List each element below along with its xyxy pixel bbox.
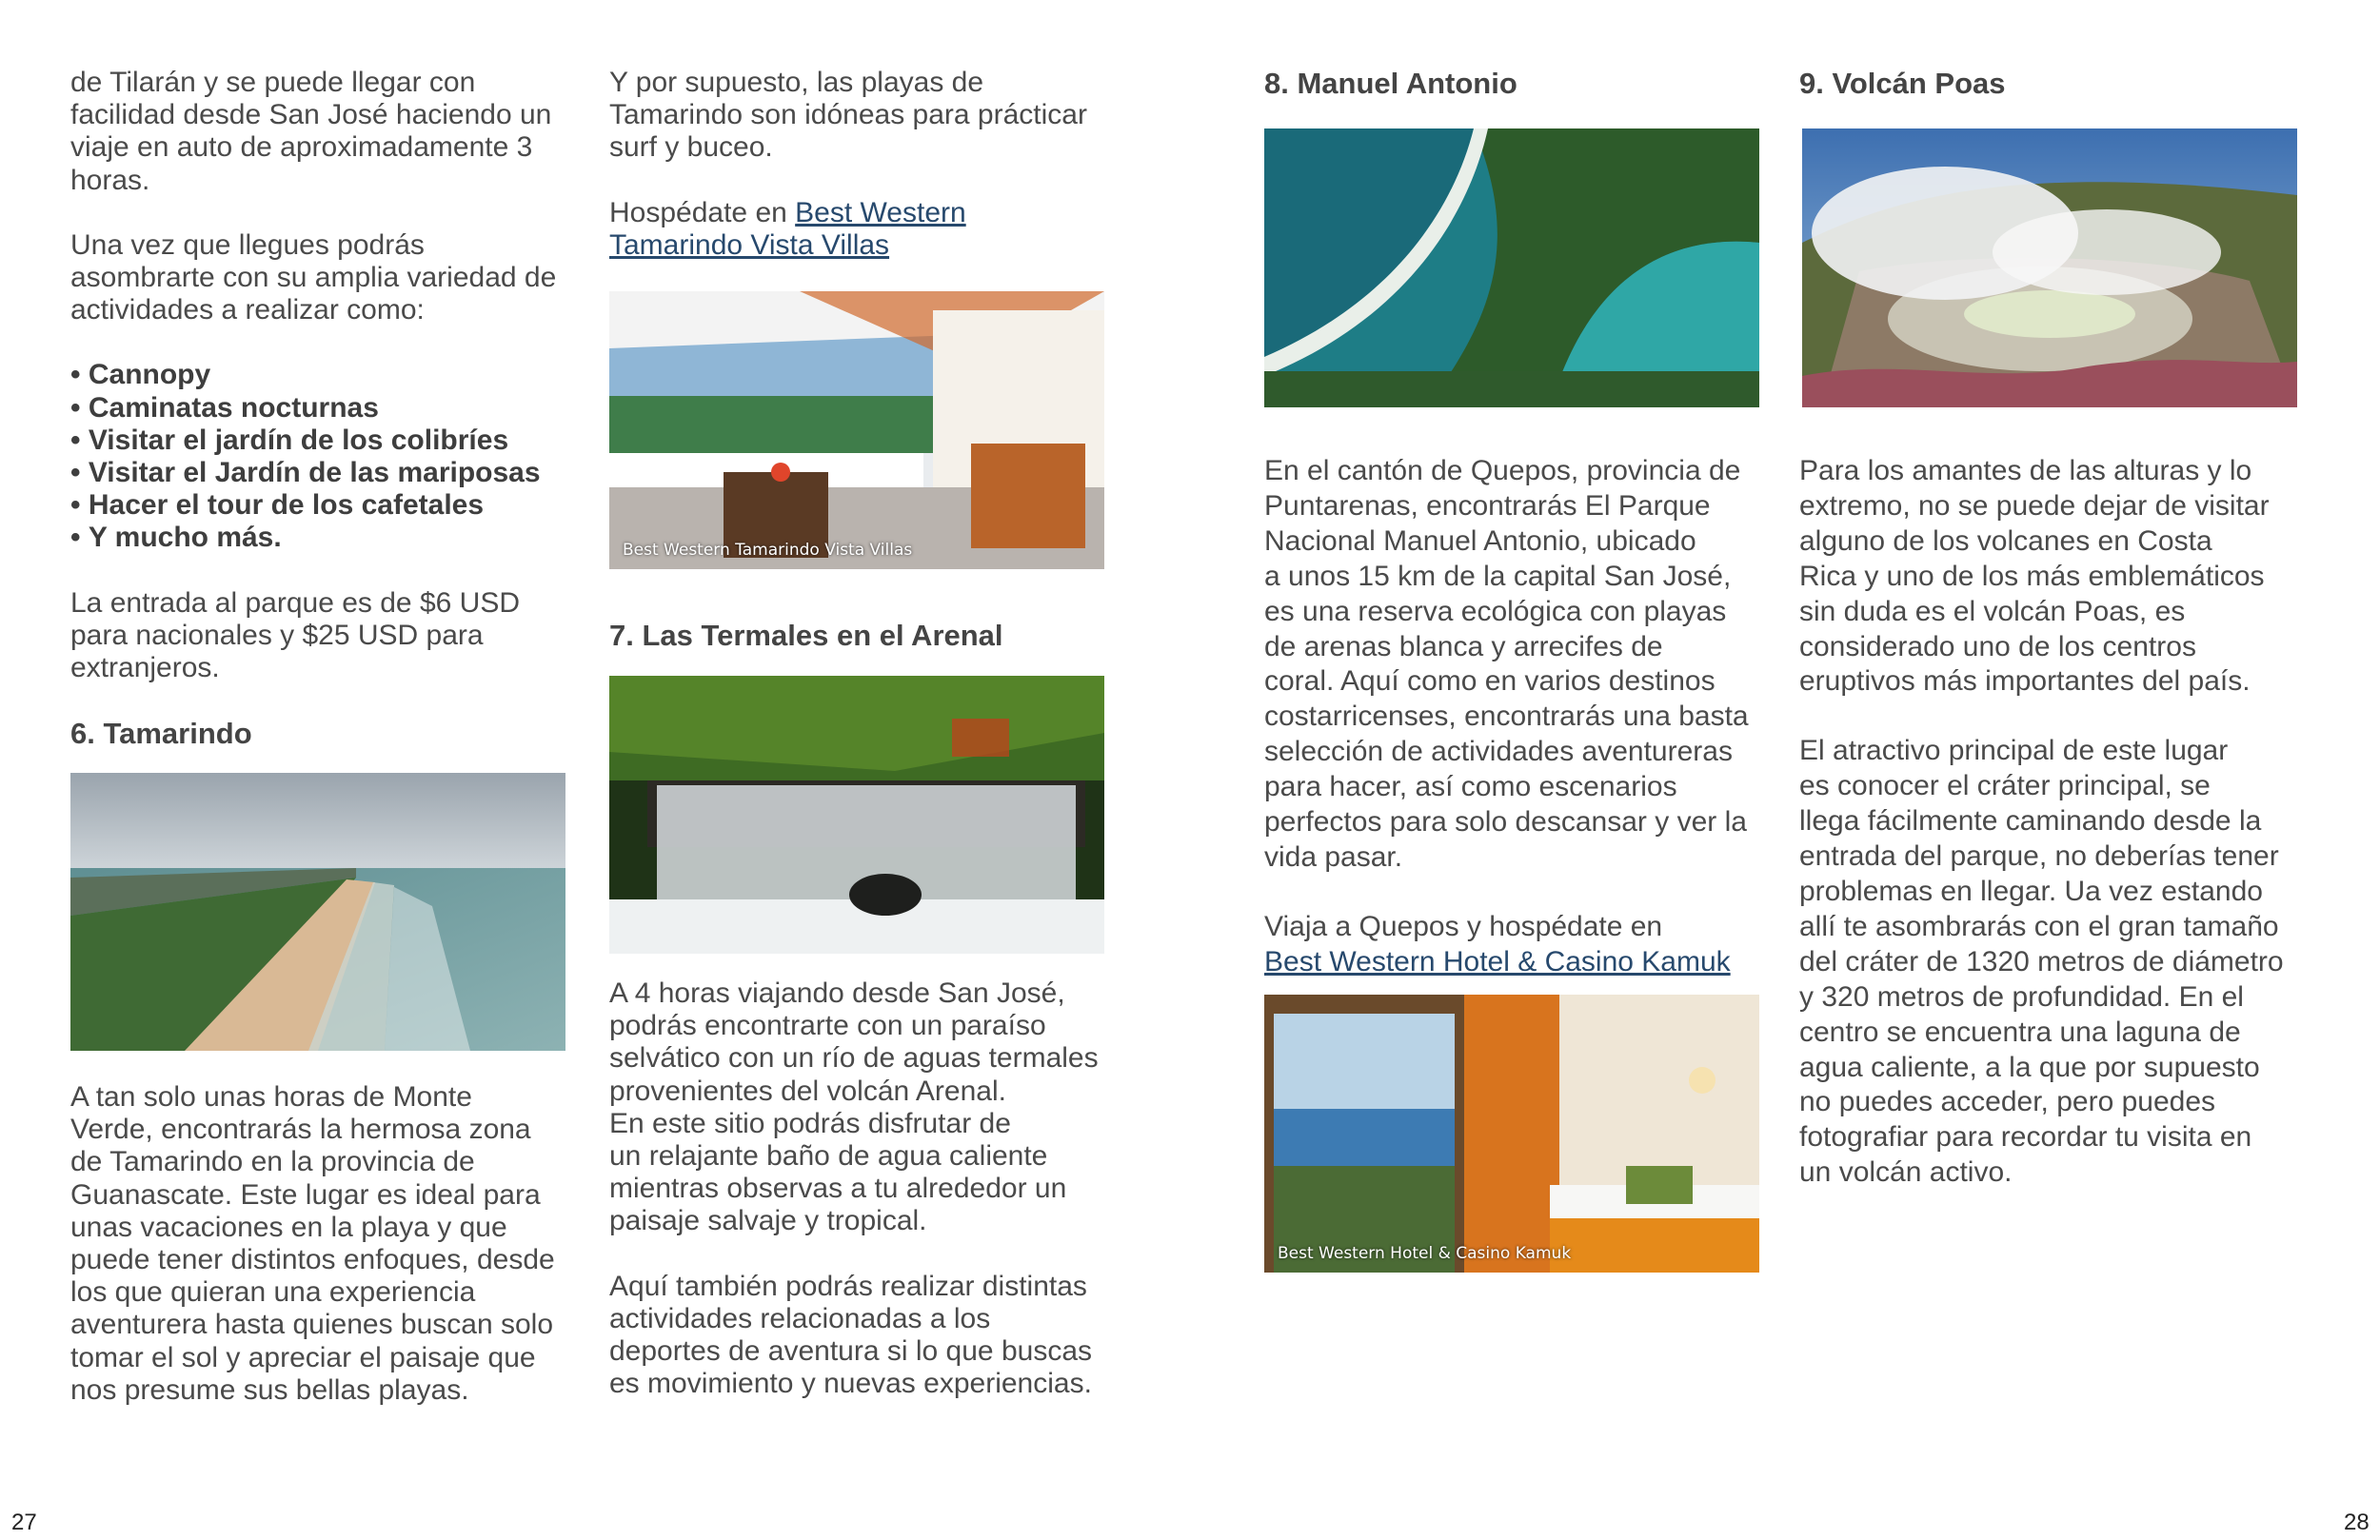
paragraph: A 4 horas viajando desde San José, podrás encontrarte con un paraíso selvático con un río de aguas termales provenientes del volcán Arenal. En este sitio podrás disfrutar de un relajante baño de agua caliente mientras observas a tu alrededor un paisaje salvaje y tropical. [609, 977, 1099, 1237]
activities-list [70, 359, 594, 554]
list-item: • Cannopy [70, 359, 594, 391]
list-item: • Y mucho más. [70, 522, 594, 554]
paragraph: de Tilarán y se puede llegar con facilidad desde San José haciendo un viaje en auto de aproximadamente 3 horas. [70, 67, 552, 196]
section-heading-arenal: 7. Las Termales en el Arenal [609, 619, 1003, 652]
stay-paragraph [609, 197, 1142, 262]
section-heading-manuel-antonio: 8. Manuel Antonio [1264, 67, 1517, 100]
manuel-antonio-photo [1264, 128, 1759, 407]
photo-caption: Best Western Hotel & Casino Kamuk [1278, 1244, 1572, 1263]
right-page-column-1-body [1264, 454, 1797, 980]
paragraph: El atractivo principal de este lugar es conocer el cráter principal, se llega fácilmente caminando desde la entrada del parque, no deberías tener problemas en llegar. Ua vez estando allí te asombrarás con el gran tamaño del cráter de 1320 metros de diámetro y 320 metros de profundidad. En el centro se encuentra una laguna de agua caliente, a la que por supuesto no puedes acceder, pero puedes fotografiar para recordar tu visita en un volcán activo. [1799, 735, 2284, 1189]
arenal-waterfall-photo [609, 676, 1104, 954]
kamuk-hotel-room-photo [1264, 995, 1759, 1273]
paragraph: Y por supuesto, las playas de Tamarindo son idóneas para prácticar surf y buceo. [609, 67, 1087, 164]
stay-paragraph [1264, 910, 1797, 980]
right-page-column-1 [1264, 67, 1797, 101]
paragraph: Aquí también podrás realizar distintas actividades relacionadas a los deportes de aventura si lo que buscas es movimiento y nuevas experiencias. [609, 1270, 1092, 1400]
right-page-column-2-body [1799, 454, 2332, 1191]
tamarindo-beach-photo [70, 773, 565, 1051]
paragraph: Una vez que llegues podrás asombrarte con su amplia variedad de actividades a realizar como: [70, 228, 557, 326]
paragraph: La entrada al parque es de $6 USD para nacionales y $25 USD para extranjeros. [70, 586, 520, 684]
left-page-column-1-bottom [70, 1081, 594, 1407]
section-heading-tamarindo: 6. Tamarindo [70, 717, 252, 751]
paragraph: A tan solo unas horas de Monte Verde, encontrarás la hermosa zona de Tamarindo en la provincia de Guanascate. Este lugar es ideal para unas vacaciones en la playa y que puede tener distintos enfoques, desde los que quieran una experiencia aventurera hasta quienes buscan solo tomar el sol y apreciar el paisaje que nos presume sus bellas playas. [70, 1081, 555, 1406]
paragraph: En el cantón de Quepos, provincia de Puntarenas, encontrarás El Parque Nacional Manuel Antonio, ubicado a unos 15 km de la capital San José, es una reserva ecológica con playas de arenas blanca y arrecifes de coral. Aquí como en varios destinos costarricenses, encontrarás una basta selección de actividades aventureras para hacer, así como escenarios perfectos para solo descansar y ver la vida pasar. [1264, 455, 1749, 873]
left-page-column-2-bottom [609, 977, 1142, 1400]
list-item: • Visitar el jardín de los colibríes [70, 424, 594, 457]
stay-prefix: Hospédate en [609, 196, 796, 228]
page-number-left: 27 [11, 1510, 37, 1535]
right-page-column-2 [1799, 67, 2332, 101]
paragraph: Para los amantes de las alturas y lo extremo, no se puede dejar de visitar alguno de los volcanes en Costa Rica y uno de los más emblemáticos sin duda es el volcán Poas, es considerado uno de los centros eruptivos más importantes del país. [1799, 455, 2270, 698]
list-item: • Hacer el tour de los cafetales [70, 489, 594, 522]
page-number-right: 28 [2344, 1510, 2370, 1535]
left-page-column-2 [609, 67, 1142, 262]
hotel-link-tamarindo[interactable]: Best Western Tamarindo Vista Villas [609, 196, 966, 261]
photo-caption: Best Western Tamarindo Vista Villas [623, 541, 913, 560]
left-page-column-2-mid [609, 619, 1142, 653]
hotel-link-kamuk[interactable]: Best Western Hotel & Casino Kamuk [1264, 945, 1731, 977]
list-item: • Caminatas nocturnas [70, 392, 594, 424]
left-page-column-1 [70, 67, 594, 751]
volcan-poas-photo [1802, 128, 2297, 407]
tamarindo-villas-photo [609, 291, 1104, 569]
section-heading-volcan-poas: 9. Volcán Poas [1799, 67, 2006, 100]
stay-prefix: Viaja a Quepos y hospédate en [1264, 910, 1663, 942]
list-item: • Visitar el Jardín de las mariposas [70, 457, 594, 489]
